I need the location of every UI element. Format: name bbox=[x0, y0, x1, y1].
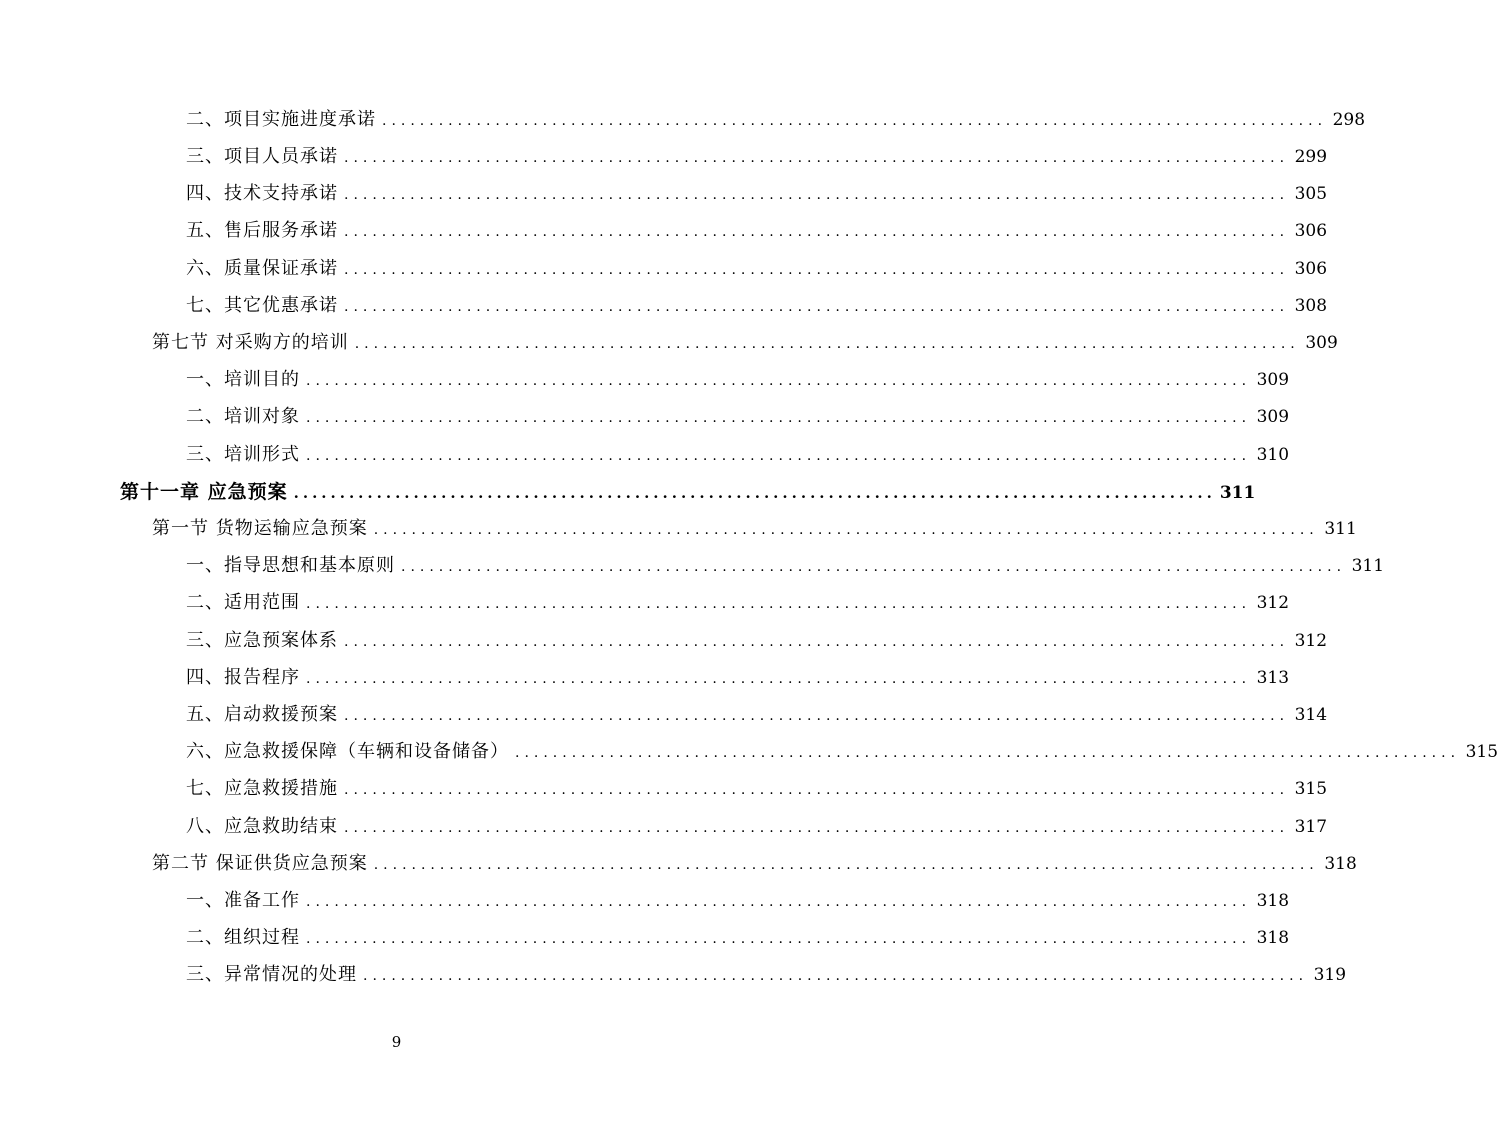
dot-leader: .................................................................................................... bbox=[344, 224, 1290, 240]
toc-entry[interactable] bbox=[186, 552, 1385, 580]
toc-entry[interactable] bbox=[186, 180, 1328, 208]
toc-entry-label: 三、培训形式 bbox=[186, 444, 300, 465]
toc-entry-label: 第一节 货物运输应急预案 bbox=[152, 518, 368, 539]
toc-entry-page: 318 bbox=[1256, 928, 1290, 948]
toc-entry-label: 五、启动救援预案 bbox=[186, 704, 338, 725]
toc-entry[interactable] bbox=[186, 813, 1328, 841]
toc-section[interactable] bbox=[152, 329, 1338, 357]
toc-entry[interactable] bbox=[186, 961, 1347, 989]
dot-leader: .................................................................................................... bbox=[354, 336, 1300, 352]
toc-entry-page: 311 bbox=[1219, 483, 1256, 503]
toc-entry-page: 306 bbox=[1294, 259, 1328, 279]
dot-leader: .................................................................................................... bbox=[344, 820, 1290, 836]
toc-entry[interactable] bbox=[186, 255, 1328, 283]
toc-entry[interactable] bbox=[186, 627, 1328, 655]
dot-leader: .................................................................................................... bbox=[306, 931, 1252, 947]
dot-leader: .................................................................................................... bbox=[373, 522, 1319, 538]
toc-entry[interactable] bbox=[186, 775, 1328, 803]
toc-entry[interactable] bbox=[186, 366, 1290, 394]
toc-entry[interactable] bbox=[186, 217, 1328, 245]
toc-entry-page: 308 bbox=[1294, 296, 1328, 316]
toc-entry-label: 四、技术支持承诺 bbox=[186, 183, 338, 204]
dot-leader: .................................................................................................... bbox=[306, 596, 1252, 612]
toc-entry-page: 318 bbox=[1324, 854, 1357, 874]
toc-chapter[interactable] bbox=[120, 478, 1256, 506]
dot-leader: .................................................................................................... bbox=[306, 671, 1252, 687]
toc-entry-page: 298 bbox=[1332, 110, 1366, 130]
toc-entry-label: 一、准备工作 bbox=[186, 890, 300, 911]
dot-leader: .................................................................................................... bbox=[344, 262, 1290, 278]
dot-leader: .................................................................................................... bbox=[344, 150, 1290, 166]
dot-leader: .................................................................................................... bbox=[306, 894, 1252, 910]
toc-entry-label: 一、培训目的 bbox=[186, 369, 300, 390]
toc-entry[interactable] bbox=[186, 589, 1290, 617]
toc-section[interactable] bbox=[152, 515, 1357, 543]
dot-leader: .................................................................................................... bbox=[382, 113, 1328, 129]
toc-entry[interactable] bbox=[186, 738, 1498, 766]
toc-entry-label: 八、应急救助结束 bbox=[186, 816, 338, 837]
dot-leader: .................................................................................................... bbox=[344, 708, 1290, 724]
toc-entry-label: 七、应急救援措施 bbox=[186, 778, 338, 799]
dot-leader: .................................................................................................... bbox=[344, 634, 1290, 650]
dot-leader: .................................................................................................... bbox=[401, 559, 1347, 575]
toc-entry-label: 二、适用范围 bbox=[186, 592, 300, 613]
toc-entry[interactable] bbox=[186, 887, 1290, 915]
toc-entry[interactable] bbox=[186, 664, 1290, 692]
toc-entry-page: 311 bbox=[1324, 519, 1357, 539]
toc-entry-label: 二、培训对象 bbox=[186, 406, 300, 427]
dot-leader: .................................................................................................... bbox=[363, 968, 1309, 984]
toc-entry-page: 309 bbox=[1256, 370, 1290, 390]
toc-section[interactable] bbox=[152, 850, 1357, 878]
toc-entry[interactable] bbox=[186, 403, 1290, 431]
toc-entry-label: 二、项目实施进度承诺 bbox=[186, 109, 376, 130]
toc-entry-page: 311 bbox=[1351, 556, 1385, 576]
dot-leader: .................................................................................................... bbox=[293, 484, 1216, 502]
toc-entry-label: 四、报告程序 bbox=[186, 667, 300, 688]
toc-entry-page: 315 bbox=[1294, 779, 1328, 799]
toc-entry-label: 三、异常情况的处理 bbox=[186, 964, 357, 985]
toc-entry[interactable] bbox=[186, 292, 1328, 320]
toc-entry-label: 第十一章 应急预案 bbox=[120, 481, 288, 503]
toc-entry-page: 312 bbox=[1256, 593, 1290, 613]
dot-leader: .................................................................................................... bbox=[515, 745, 1461, 761]
dot-leader: .................................................................................................... bbox=[306, 448, 1252, 464]
toc-entry-page: 319 bbox=[1313, 965, 1347, 985]
toc-entry-page: 318 bbox=[1256, 891, 1290, 911]
toc-entry[interactable] bbox=[186, 106, 1366, 134]
dot-leader: .................................................................................................... bbox=[344, 187, 1290, 203]
toc-entry-label: 七、其它优惠承诺 bbox=[186, 295, 338, 316]
toc-entry-label: 六、应急救援保障（车辆和设备储备） bbox=[186, 741, 509, 762]
toc-entry[interactable] bbox=[186, 701, 1328, 729]
toc-entry-label: 五、售后服务承诺 bbox=[186, 220, 338, 241]
toc-entry[interactable] bbox=[186, 143, 1328, 171]
toc-entry[interactable] bbox=[186, 441, 1290, 469]
toc-entry-page: 299 bbox=[1294, 147, 1328, 167]
toc-entry-page: 313 bbox=[1256, 668, 1290, 688]
page-number: 9 bbox=[391, 1033, 402, 1051]
toc-entry-label: 六、质量保证承诺 bbox=[186, 258, 338, 279]
toc-entry-page: 309 bbox=[1256, 407, 1290, 427]
toc-entry-page: 317 bbox=[1294, 817, 1328, 837]
toc-entry-label: 第七节 对采购方的培训 bbox=[152, 332, 349, 353]
toc-entry-label: 三、应急预案体系 bbox=[186, 630, 338, 651]
toc-entry-label: 三、项目人员承诺 bbox=[186, 146, 338, 167]
toc-entry[interactable] bbox=[186, 924, 1290, 952]
toc-entry-page: 315 bbox=[1465, 742, 1498, 762]
dot-leader: .................................................................................................... bbox=[306, 373, 1252, 389]
dot-leader: .................................................................................................... bbox=[344, 782, 1290, 798]
toc-entry-page: 309 bbox=[1305, 333, 1338, 353]
dot-leader: .................................................................................................... bbox=[306, 410, 1252, 426]
toc-entry-label: 二、组织过程 bbox=[186, 927, 300, 948]
toc-entry-page: 310 bbox=[1256, 445, 1290, 465]
toc-entry-label: 第二节 保证供货应急预案 bbox=[152, 853, 368, 874]
toc-entry-page: 312 bbox=[1294, 631, 1328, 651]
toc-entry-page: 306 bbox=[1294, 221, 1328, 241]
dot-leader: .................................................................................................... bbox=[344, 299, 1290, 315]
toc-entry-page: 314 bbox=[1294, 705, 1328, 725]
toc-entry-page: 305 bbox=[1294, 184, 1328, 204]
toc-entry-label: 一、指导思想和基本原则 bbox=[186, 555, 395, 576]
dot-leader: .................................................................................................... bbox=[373, 857, 1319, 873]
